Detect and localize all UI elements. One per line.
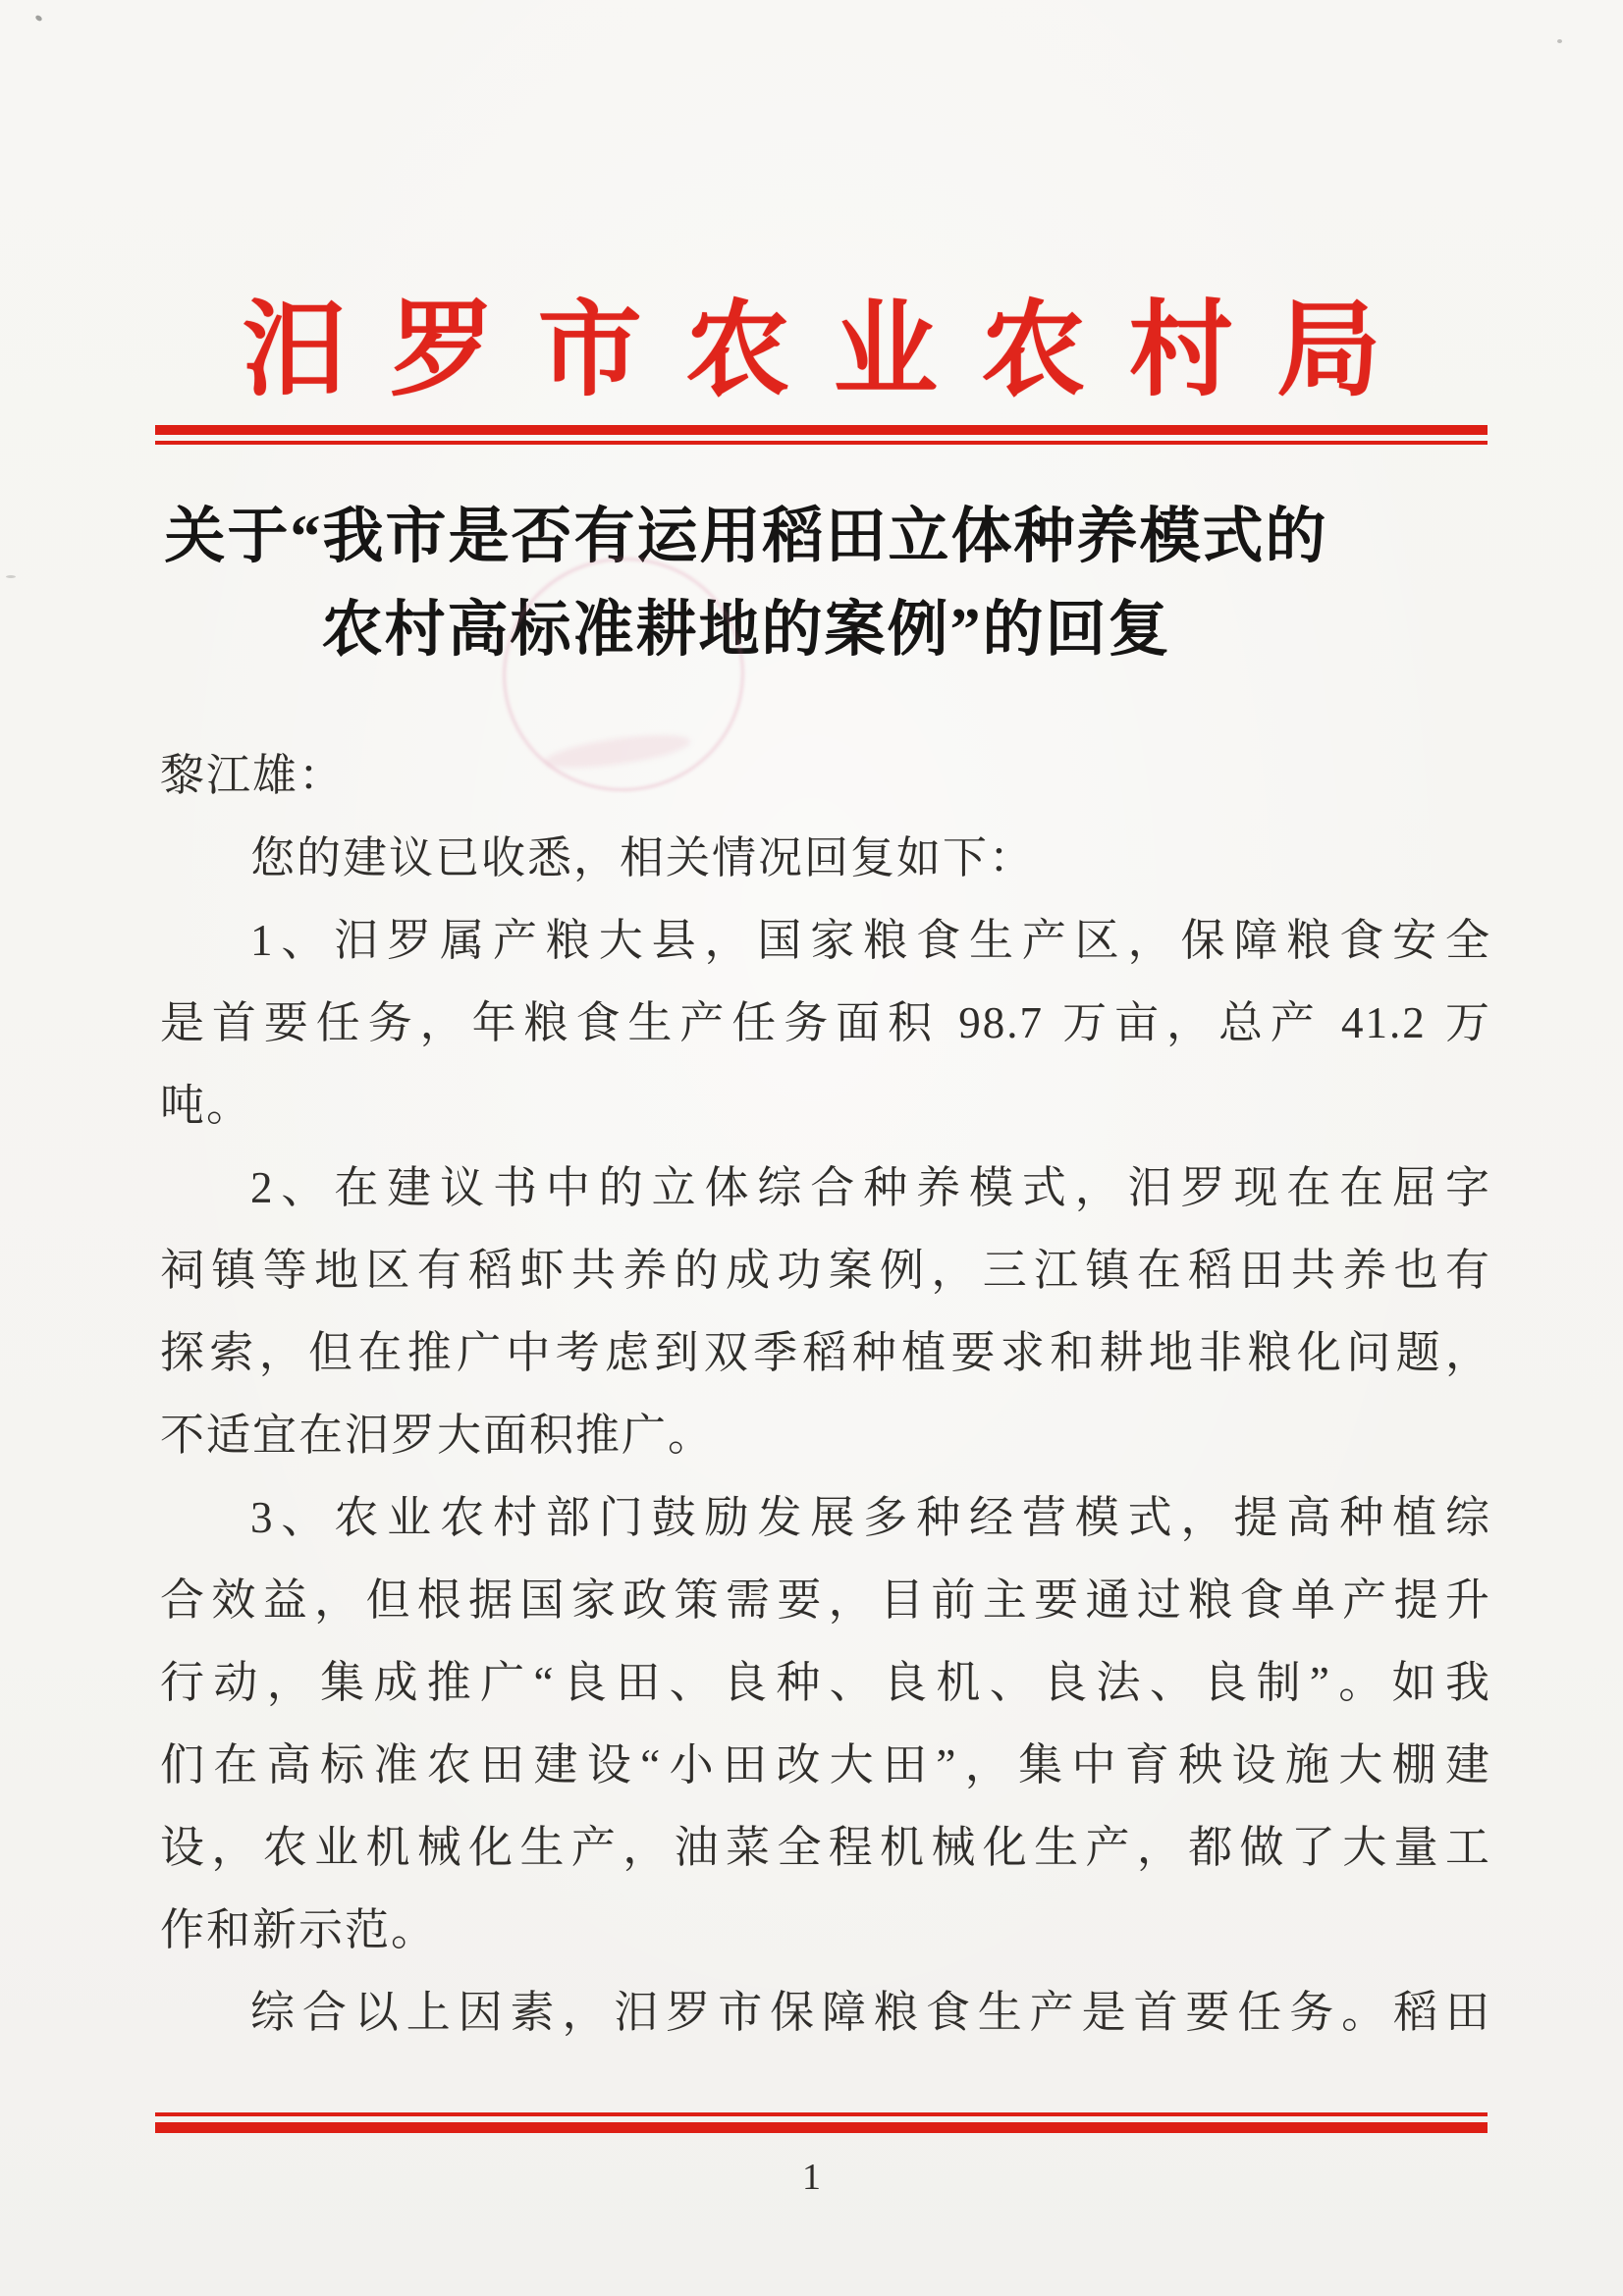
body-line: 祠镇等地区有稻虾共养的成功案例，三江镇在稻田共养也有 <box>160 1246 1491 1295</box>
letterhead-separator-thin-line <box>155 441 1488 445</box>
body-line: 综合以上因素，汨罗市保障粮食生产是首要任务。稻田 <box>250 1988 1491 2037</box>
body-line: 不适宜在汨罗大面积推广。 <box>160 1411 715 1460</box>
body-line: 吨。 <box>160 1081 253 1130</box>
scan-speck <box>1557 39 1562 43</box>
letterhead-agency-name: 汨罗市农业农村局 <box>242 294 1425 408</box>
body-line: 1、汨罗属产粮大县，国家粮食生产区，保障粮食安全 <box>250 916 1491 965</box>
document-title-line1: 关于“我市是否有运用稻田立体种养模式的 <box>164 504 1328 570</box>
body-line: 您的建议已收悉，相关情况回复如下： <box>250 833 1036 882</box>
scan-speck <box>34 14 43 22</box>
body-line: 行动，集成推广“良田、良种、良机、良法、良制”。如我 <box>160 1658 1491 1707</box>
scan-speck <box>6 575 16 578</box>
body-line: 是首要任务，年粮食生产任务面积 98.7 万亩，总产 41.2 万 <box>160 998 1491 1047</box>
footer-separator-thick-line <box>155 2122 1488 2133</box>
body-line: 合效益，但根据国家政策需要，目前主要通过粮食单产提升 <box>160 1575 1491 1625</box>
document-title <box>69 491 1424 677</box>
letterhead-separator-thick-line <box>155 425 1488 435</box>
body-line-salutation: 黎江雄： <box>160 751 346 800</box>
body-line: 设，农业机械化生产，油菜全程机械化生产，都做了大量工 <box>160 1823 1491 1872</box>
footer-separator-thin-line <box>155 2112 1488 2116</box>
body-line: 们在高标准农田建设“小田改大田”，集中育秧设施大棚建 <box>160 1740 1491 1789</box>
body-line: 2、在建议书中的立体综合种养模式，汨罗现在在屈字 <box>250 1163 1491 1212</box>
page-number: 1 <box>802 2157 821 2198</box>
body-line: 探索，但在推广中考虑到双季稻种植要求和耕地非粮化问题， <box>160 1328 1491 1377</box>
body-line: 3、农业农村部门鼓励发展多种经营模式，提高种植综 <box>250 1493 1491 1542</box>
document-title-line2: 农村高标准耕地的案例”的回复 <box>321 597 1171 664</box>
body-line: 作和新示范。 <box>160 1905 438 1954</box>
document-body <box>160 734 1491 2054</box>
